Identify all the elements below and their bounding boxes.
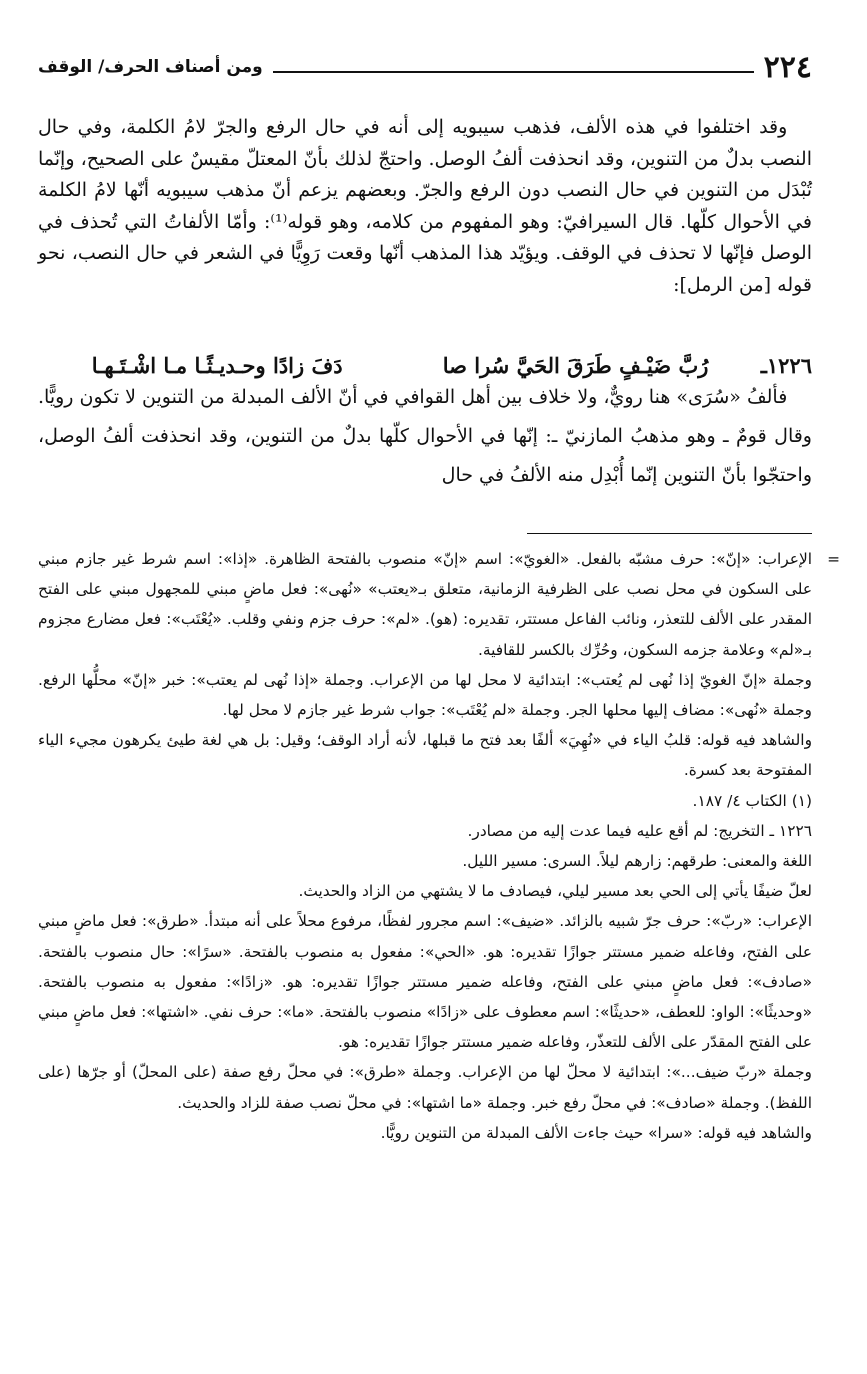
verse-number: ١٢٢٦ـ [760, 352, 812, 378]
main-paragraph-1: وقد اختلفوا في هذه الألف، فذهب سيبويه إلى أنه في حال الرفع والجرّ لامُ الكلمة، وفي حال النصب بدلٌ من التنوين، وقد انحذفت ألفُ الوصل. واحتجّ لذلك بأنّ المعتلّ مقيسٌ على الصحيح، وإنّما تُبْدَل من التنوين في حال النصب دون الرفع والجرّ. وبعضهم يزعم أنّ مذهب سيبويه أنّها لامُ الكلمة في الأحوال كلّها. قال السيرافيّ: وهو المفهوم من كلامه، وهو قوله⁽¹⁾: وأمّا الألفاتُ التي تُحذف في الوصل فإنّها لا تحذف في الوقف. ويؤيّد هذا المذهب أنّها وقعت رَوِيًّا في الشعر في حال النصب، نحو قوله [من الرمل]: [38, 116, 812, 296]
continuation-marker: = [827, 550, 840, 568]
footnote-irab-4: وجملة «ربّ ضيف...»: ابتدائية لا محلّ لها من الإعراب. وجملة «طرق»: في محلّ رفع صفة (على المحلّ) أو جرّها (على اللفظ). وجملة «صادف»: في محلّ رفع خبر. وجملة «ما اشتها»: في محلّ نصب صفة للزاد والحديث. [38, 1063, 812, 1112]
main-paragraph-2: فألفُ «سُرَى» هنا رويٌّ، ولا خلاف بين أهل القوافي في أنّ الألف المبدلة من التنوين لا تكون رويًّا. وقال قومٌ ـ وهو مذهبُ المازنيّ ـ: إنّها في الأحوال كلّها بدلٌ من التنوين، وقد انحذفت ألفُ الوصل، واحتجّوا بأنّ التنوين إنّما أُبْدِل منه الألفُ في حال [38, 386, 812, 486]
footnote-meaning: لعلّ ضيفًا يأتي إلى الحي بعد مسير ليلي، فيصادف ما لا يشتهي من الزاد والحديث. [298, 882, 812, 901]
footnote-shahid-1: والشاهد فيه قوله: قلبُ الياء في «نُهِيَ» ألفًا بعد فتح ما قبلها، لأنه أراد الوقف؛ وقيل: بل هي لغة طيئ يكرهون مجيء الياء المفتوحة بعد كسرة. [38, 731, 812, 780]
header-rule [273, 71, 754, 73]
footnote-separator [527, 533, 812, 534]
main-text-continued [38, 378, 812, 495]
footnote-lugha: اللغة والمعنى: طرقهم: زارهم ليلاً. السرى: مسير الليل. [462, 852, 812, 871]
book-page [38, 0, 840, 1374]
section-title: ومن أصناف الحرف/ الوقف [38, 57, 263, 77]
footnote-irab-3: الإعراب: «ربّ»: حرف جرّ شبيه بالزائد. «ضيف»: اسم مجرور لفظًا، مرفوع محلاً على أنه مبتدأ. «طرق»: فعل ماضٍ مبني على الفتح، وفاعله ضمير مستتر جوازًا تقديره: هو. «الحي»: مفعول به منصوب بالفتحة. «سرًا»: حال منصوب بالفتحة. «صادف»: فعل ماضٍ مبني على الفتح، وفاعله ضمير مستتر جوازًا تقديره: هو. «زادًا»: مفعول به منصوب بالفتحة. «وحديثًا»: الواو: للعطف، «حديثًا»: اسم معطوف على «زادًا» منصوب بالفتحة. «ما»: حرف نفي. «اشتها»: فعل ماضٍ مبني على الفتح المقدّر على الألف للتعذّر، وفاعله ضمير مستتر جوازًا تقديره: هو. [38, 912, 812, 1052]
running-header [38, 50, 812, 84]
footnote-irab-2: وجملة «إنّ الغويّ إذا نُهى لم يُعتب»: ابتدائية لا محل لها من الإعراب. وجملة «إذا نُهى لم يعتب»: خبر «إنّ» محلُّها الرفع. وجملة «نُهى»: مضاف إليها محلها الجر. وجملة «لم يُعْتَب»: جواب شرط غير جازم لا محل لها. [38, 670, 812, 720]
footnote-shahid-2: والشاهد فيه قوله: «سرا» حيث جاءت الألف المبدلة من التنوين رويًّا. [380, 1123, 812, 1142]
footnotes [38, 544, 840, 1148]
footnote-takhrij: ١٢٢٦ ـ التخريج: لم أقع عليه فيما عدت إليه من مصادر. [467, 821, 812, 840]
footnote-1: (١) الكتاب ٤/ ١٨٧. [692, 791, 812, 810]
verse-second-hemistich: دَفَ زادًا وحـديـثًـا مـا اشْـتَـهـا [91, 352, 343, 378]
page-number: ٢٢٤ [763, 49, 812, 85]
main-text [38, 112, 812, 301]
verse-first-hemistich: رُبَّ ضَيْـفٍ طَرَقَ الحَيَّ سُرا صا [442, 352, 709, 378]
footnote-irab-1: الإعراب: «إنّ»: حرف مشبّه بالفعل. «الغويّ»: اسم «إنّ» منصوب بالفتحة الظاهرة. «إذا»: اسم شرط غير جازم مبني على السكون في محل نصب على الظرفية الزمانية، متعلق بـ«يعتب» «نُهى»: فعل ماضٍ مبني للمجهول مبني على الفتح المقدر على الألف للتعذر، ونائب الفاعل مستتر، تقديره: (هو). «لم»: حرف جزم ونفي وقلب. «يُعْتَب»: فعل مضارع مجزوم بـ«لم» وعلامة جزمه السكون، وحُرِّك بالكسر للقافية. [38, 550, 812, 659]
